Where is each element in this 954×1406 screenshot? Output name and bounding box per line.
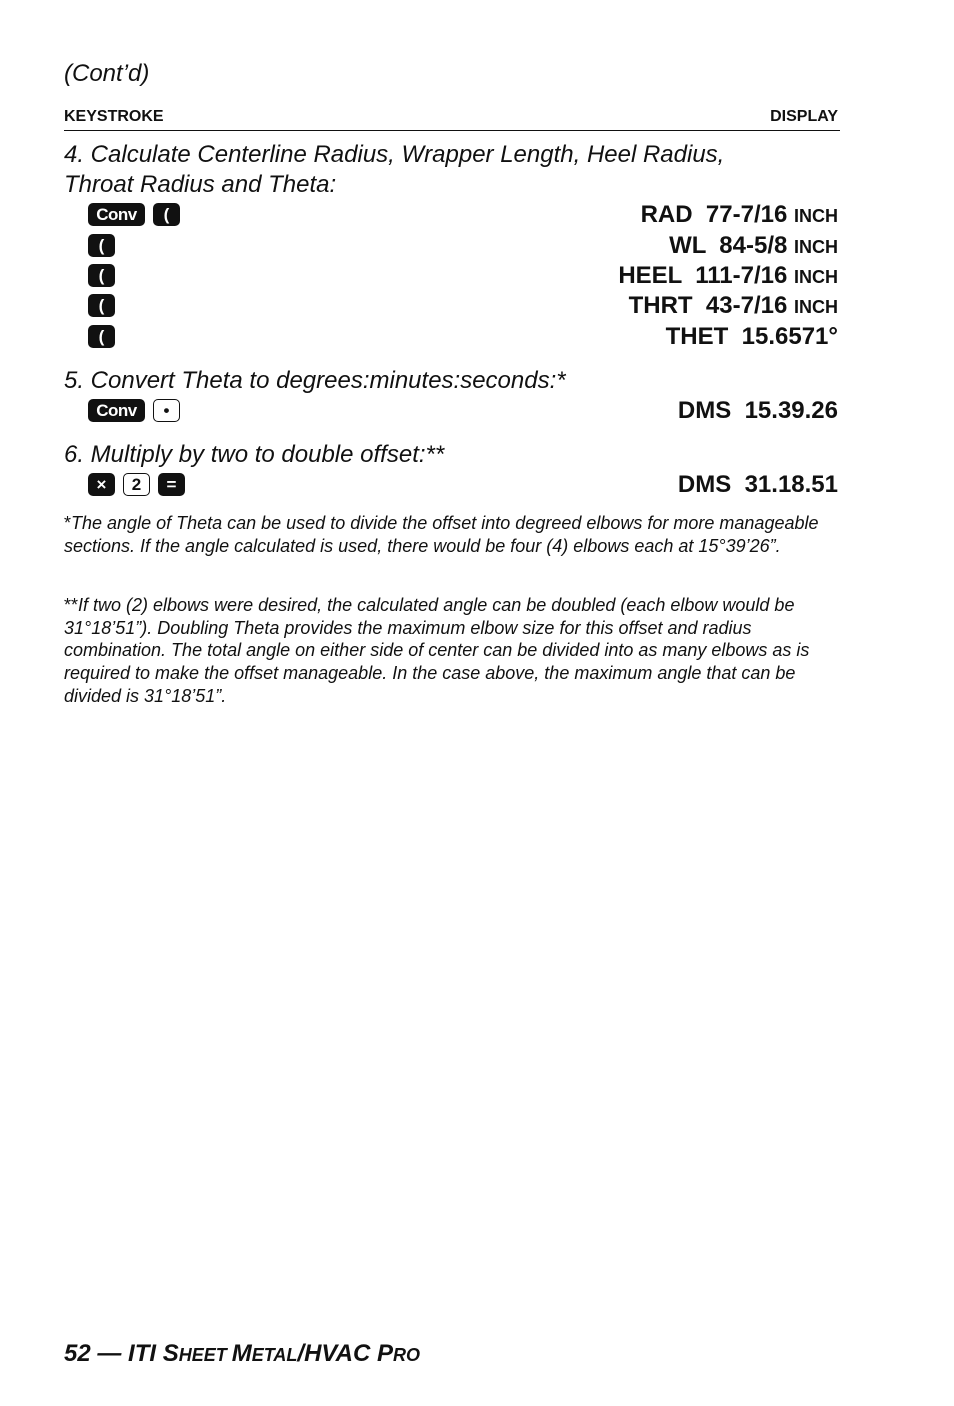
step-4-row-thet xyxy=(88,322,838,352)
footnote-1: *The angle of Theta can be used to divide the offset into degreed elbows for more manageable sections. If the angle calculated is used, there would be four (4) elbows each at 15°39’26”. xyxy=(64,513,819,556)
paren-key[interactable]: ( xyxy=(88,325,115,348)
display-readout: WL 84-5/8 INCH xyxy=(669,232,838,259)
display-readout: THRT 43-7/16 INCH xyxy=(628,292,838,319)
step-4-row-thrt xyxy=(88,291,838,321)
step-4-row-rad xyxy=(88,200,838,230)
step-4-row-heel xyxy=(88,261,838,291)
step-5-title: 5. Convert Theta to degrees:minutes:seconds:* xyxy=(64,367,566,394)
display-readout: DMS 31.18.51 xyxy=(677,471,838,498)
conv-key[interactable]: Conv xyxy=(88,203,145,226)
keystroke-column-label: KEYSTROKE xyxy=(64,108,164,125)
step-5-row-dms xyxy=(88,396,838,426)
unit-label: INCH xyxy=(794,267,838,287)
multiply-key[interactable]: × xyxy=(88,473,115,496)
display-readout: HEEL 111-7/16 INCH xyxy=(618,262,838,289)
digit-two-key[interactable]: 2 xyxy=(123,473,150,496)
column-header xyxy=(64,108,840,131)
display-readout: DMS 15.39.26 xyxy=(677,397,838,424)
unit-label: INCH xyxy=(794,206,838,226)
unit-label: INCH xyxy=(794,237,838,257)
conv-key[interactable]: Conv xyxy=(88,399,145,422)
unit-label: INCH xyxy=(794,297,838,317)
continued-label: (Cont’d) xyxy=(64,60,150,87)
step-6-title: 6. Multiply by two to double offset:** xyxy=(64,441,445,468)
paren-key[interactable]: ( xyxy=(88,234,115,257)
page-footer: 52 — ITI SHEET METAL/HVAC PRO xyxy=(64,1340,420,1367)
step-4-title: 4. Calculate Centerline Radius, Wrapper Length, Heel Radius, Throat Radius and Theta: xyxy=(64,141,725,198)
step-4-row-wl xyxy=(88,231,838,261)
step-6-row-dms xyxy=(88,470,838,500)
display-readout: THET 15.6571° xyxy=(665,323,838,350)
equals-key[interactable]: = xyxy=(158,473,185,496)
paren-key[interactable]: ( xyxy=(153,203,180,226)
display-readout: RAD 77-7/16 INCH xyxy=(640,201,838,228)
decimal-point-key[interactable]: • xyxy=(153,399,180,422)
paren-key[interactable]: ( xyxy=(88,264,115,287)
display-column-label: DISPLAY xyxy=(770,108,838,125)
paren-key[interactable]: ( xyxy=(88,294,115,317)
footnote-2: **If two (2) elbows were desired, the calculated angle can be doubled (each elbow would be 31°18’51”). Doubling Theta provides the maximum elbow size for this offset and radius combination. The total angle on either side of center can be divided into as many elbows as is required to make the offset manageable. In the case above, the maximum angle that can be divided is 31°18’51”. xyxy=(64,595,810,706)
